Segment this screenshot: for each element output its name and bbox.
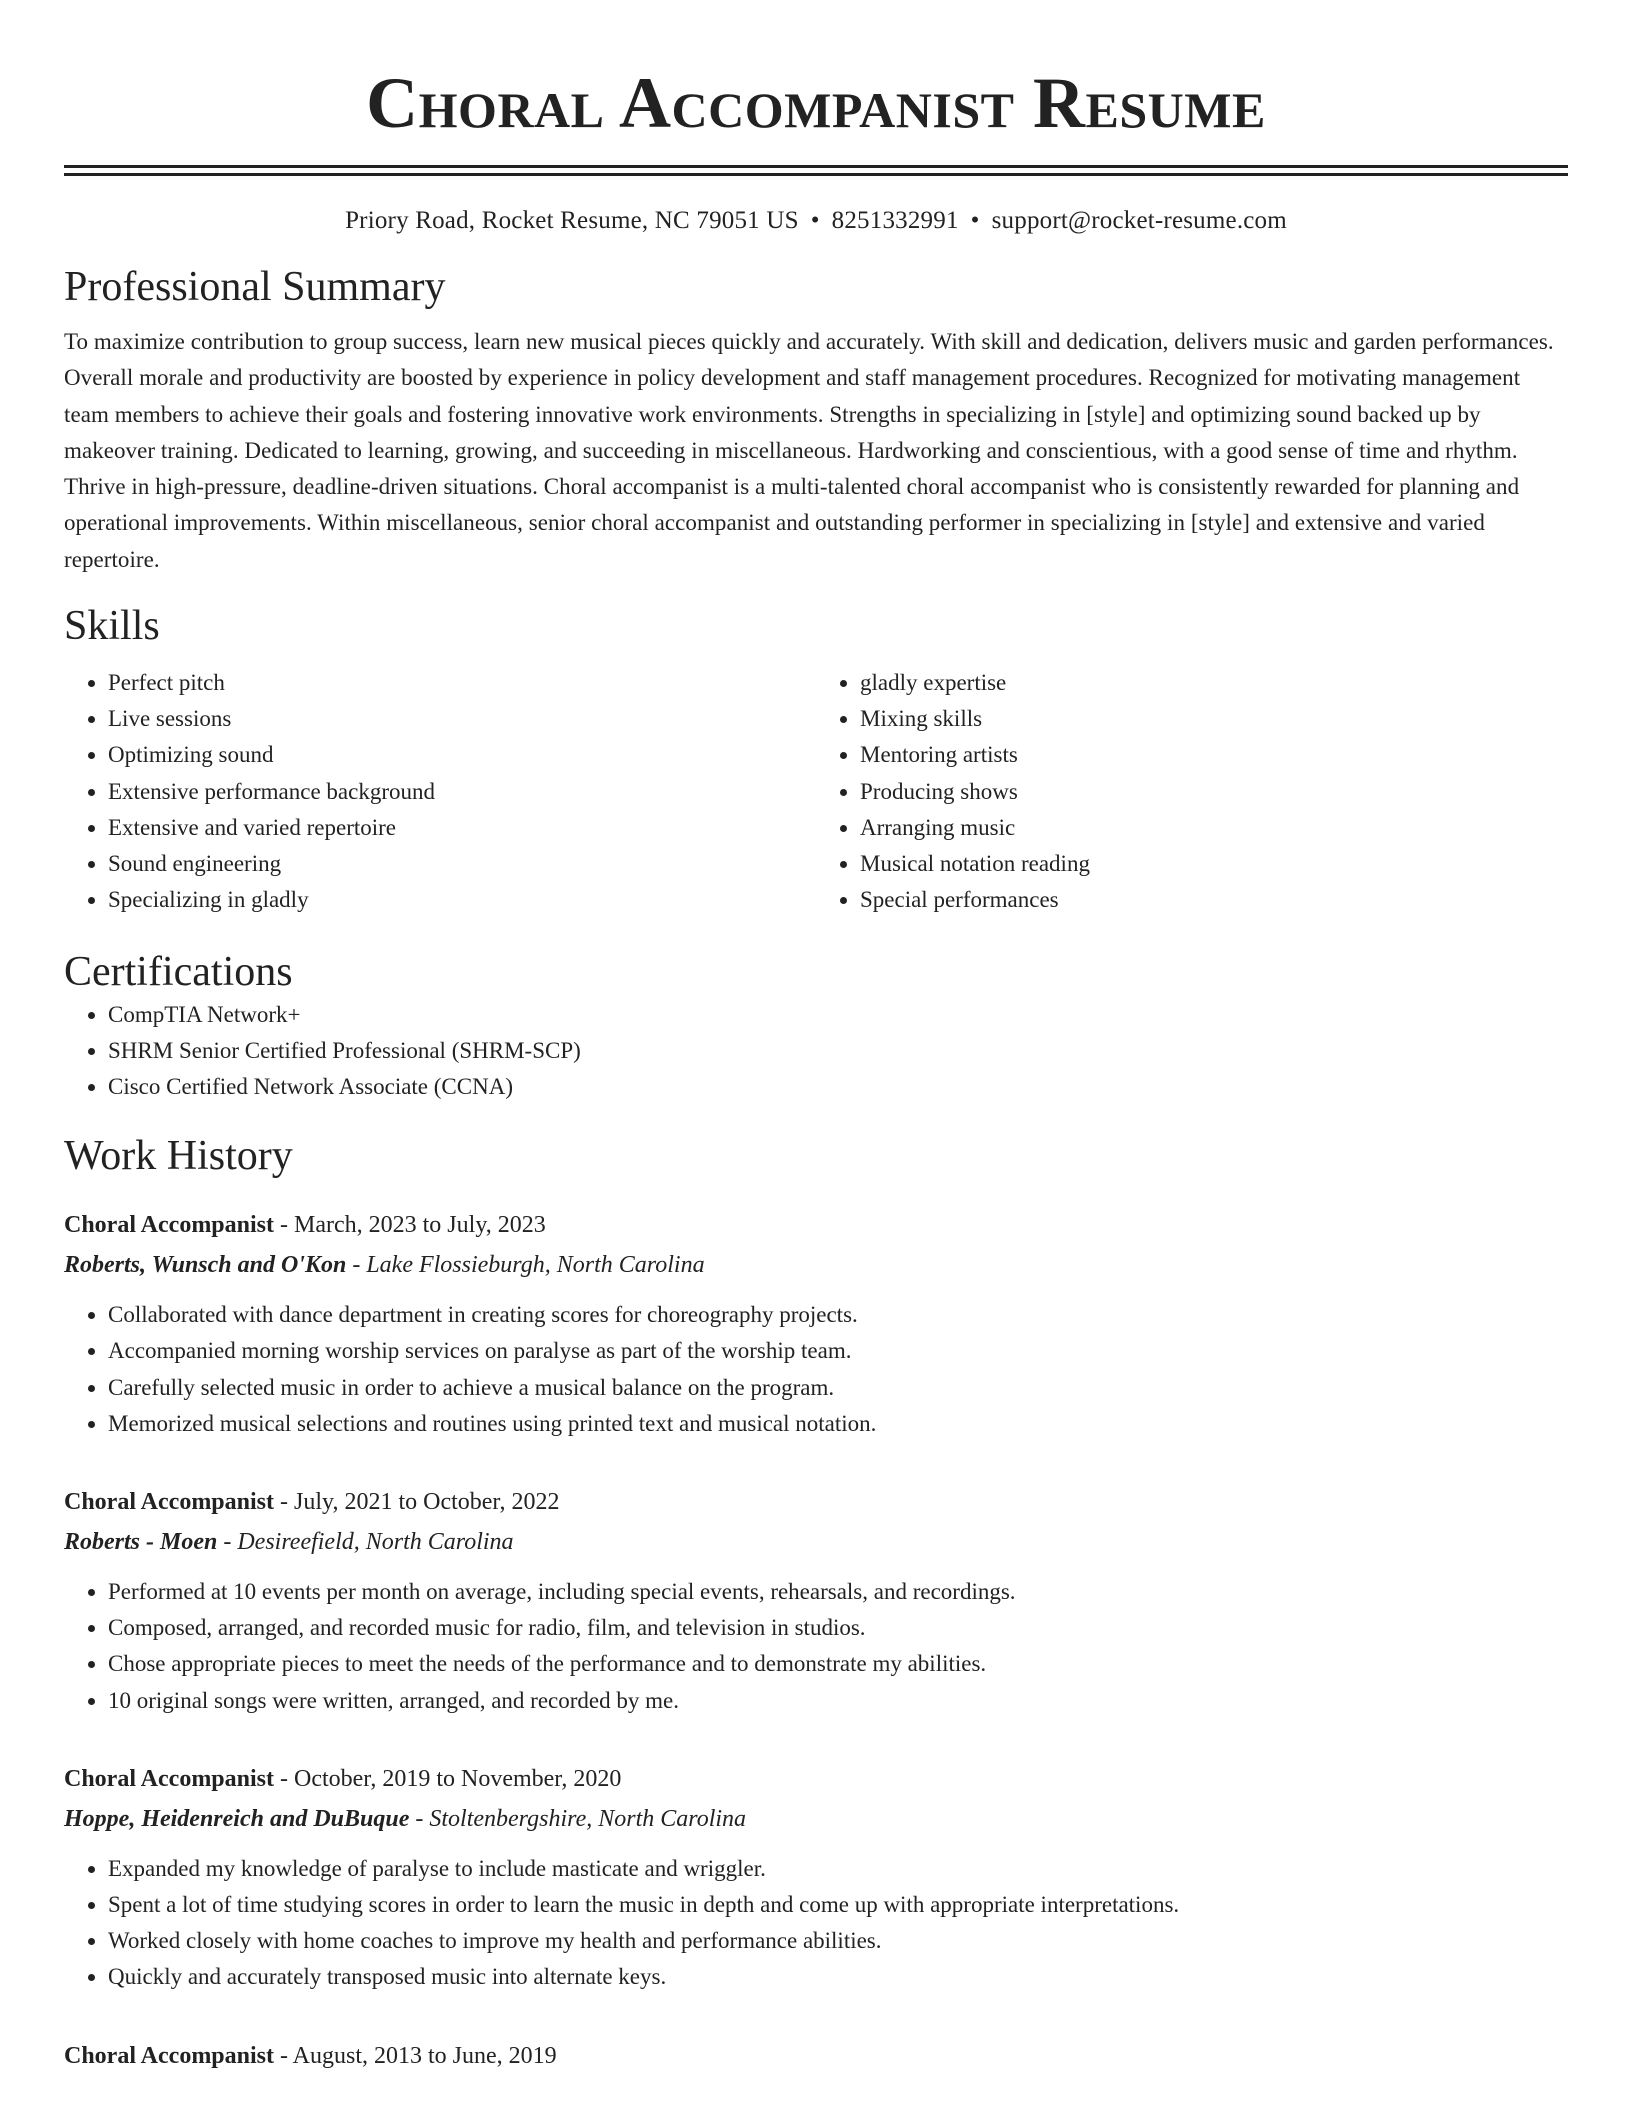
- job-bullets: [64, 1297, 1568, 1442]
- certifications-heading: Certifications: [64, 948, 293, 995]
- job-company-line: Hoppe, Heidenreich and DuBuque - Stoltenbergshire, North Carolina: [64, 1805, 747, 1832]
- skills-heading: Skills: [64, 603, 160, 650]
- certifications-list: [64, 997, 1568, 1106]
- skill-item: • Special performances: [860, 882, 1568, 918]
- skill-item: • Musical notation reading: [860, 846, 1568, 882]
- job-bullet: • Worked closely with home coaches to improve my health and performance abilities.: [108, 1923, 1568, 1959]
- job-bullet: • Spent a lot of time studying scores in order to learn the music in depth and come up with appropriate interpretations.: [108, 1887, 1568, 1923]
- skills-list-left: [64, 665, 816, 918]
- job-title: Choral Accompanist: [64, 1765, 274, 1792]
- job-bullet: • Collaborated with dance department in creating scores for choreography projects.: [108, 1297, 1568, 1333]
- skill-item: • Extensive and varied repertoire: [108, 810, 816, 846]
- job-bullet: • Carefully selected music in order to achieve a musical balance on the program.: [108, 1370, 1568, 1406]
- contact-address: Priory Road, Rocket Resume, NC 79051 US: [345, 207, 799, 234]
- job-bullet: • 10 original songs were written, arranged, and recorded by me.: [108, 1683, 1568, 1719]
- job-bullets: [64, 1574, 1568, 1719]
- job-title-line: Choral Accompanist - March, 2023 to July, 2023: [64, 1212, 546, 1239]
- work-history-heading: Work History: [64, 1133, 293, 1180]
- skill-item: • Live sessions: [108, 701, 816, 737]
- job-title-line: Choral Accompanist - October, 2019 to November, 2020: [64, 1765, 622, 1792]
- job-title: Choral Accompanist: [64, 2042, 274, 2069]
- job-location: Stoltenbergshire, North Carolina: [429, 1805, 747, 1832]
- job-dates: July, 2021 to October, 2022: [294, 1488, 560, 1515]
- job-bullet: • Composed, arranged, and recorded music for radio, film, and television in studios.: [108, 1610, 1568, 1646]
- job-company: Roberts, Wunsch and O'Kon: [64, 1252, 347, 1279]
- job-title-line: Choral Accompanist - July, 2021 to October, 2022: [64, 1488, 560, 1515]
- skills-columns: [64, 665, 1568, 918]
- job-entry: [64, 1759, 1568, 1996]
- contact-line: [64, 206, 1568, 236]
- skill-item: • Perfect pitch: [108, 665, 816, 701]
- skill-item: • Arranging music: [860, 810, 1568, 846]
- contact-separator: •: [810, 207, 820, 234]
- summary-text: To maximize contribution to group success, learn new musical pieces quickly and accurately. With skill and dedication, delivers music and garden performances. Overall morale and productivity are boosted by experience in policy development and staff management procedures. Recognized for motivating management team members to achieve their goals and fostering innovative work environments. Strengths in specializing in [style] and optimizing sound backed up by makeover training. Dedicated to learning, growing, and succeeding in miscellaneous. Hardworking and conscientious, with a good sense of time and rhythm. Thrive in high-pressure, deadline-driven situations. Choral accompanist is a multi-talented choral accompanist who is consistently rewarded for planning and operational improvements. Within miscellaneous, senior choral accompanist and outstanding performer in specializing in [style] and extensive and varied repertoire.: [64, 329, 1554, 572]
- contact-phone: 8251332991: [831, 207, 959, 234]
- job-bullet: • Performed at 10 events per month on average, including special events, rehearsals, and recordings.: [108, 1574, 1568, 1610]
- skill-item: • Mentoring artists: [860, 737, 1568, 773]
- job-company-line: Roberts - Moen - Desireefield, North Carolina: [64, 1528, 514, 1555]
- job-entry: [64, 1205, 1568, 1442]
- skill-item: • Extensive performance background: [108, 774, 816, 810]
- skill-item: • Specializing in gladly: [108, 882, 816, 918]
- job-dates: March, 2023 to July, 2023: [294, 1212, 546, 1239]
- certification-item: • Cisco Certified Network Associate (CCNA): [108, 1069, 1568, 1105]
- skill-item: • Optimizing sound: [108, 737, 816, 773]
- job-bullet: • Accompanied morning worship services on paralyse as part of the worship team.: [108, 1333, 1568, 1369]
- job-dates: August, 2013 to June, 2019: [292, 2042, 557, 2069]
- resume-page: [64, 0, 1568, 2116]
- contact-email: support@rocket-resume.com: [991, 207, 1287, 234]
- job-title-line: Choral Accompanist - August, 2013 to June, 2019: [64, 2042, 557, 2069]
- job-entry: [64, 2036, 1568, 2076]
- job-location: Lake Flossieburgh, North Carolina: [366, 1252, 705, 1279]
- certification-item: • CompTIA Network+: [108, 997, 1568, 1033]
- job-company: Roberts - Moen: [64, 1528, 218, 1555]
- job-company: Hoppe, Heidenreich and DuBuque: [64, 1805, 410, 1832]
- job-company-line: Roberts, Wunsch and O'Kon - Lake Flossieburgh, North Carolina: [64, 1252, 705, 1279]
- skill-item: • gladly expertise: [860, 665, 1568, 701]
- skills-list-right: [816, 665, 1568, 918]
- job-title: Choral Accompanist: [64, 1212, 274, 1239]
- job-bullets: [64, 1851, 1568, 1996]
- skill-item: • Producing shows: [860, 774, 1568, 810]
- job-bullet: • Quickly and accurately transposed music into alternate keys.: [108, 1959, 1568, 1995]
- summary-heading: Professional Summary: [64, 264, 446, 310]
- job-entry: [64, 1482, 1568, 1719]
- job-bullet: • Expanded my knowledge of paralyse to include masticate and wriggler.: [108, 1851, 1568, 1887]
- certification-item: • SHRM Senior Certified Professional (SHRM-SCP): [108, 1033, 1568, 1069]
- job-location: Desireefield, North Carolina: [237, 1528, 514, 1555]
- title-double-rule: [64, 165, 1568, 176]
- contact-separator: •: [970, 207, 980, 234]
- job-title: Choral Accompanist: [64, 1488, 274, 1515]
- job-bullet: • Memorized musical selections and routines using printed text and musical notation.: [108, 1406, 1568, 1442]
- skill-item: • Sound engineering: [108, 846, 816, 882]
- job-bullet: • Chose appropriate pieces to meet the needs of the performance and to demonstrate my abilities.: [108, 1646, 1568, 1682]
- resume-title: Choral Accompanist Resume: [366, 63, 1266, 143]
- skill-item: • Mixing skills: [860, 701, 1568, 737]
- job-dates: October, 2019 to November, 2020: [294, 1765, 622, 1792]
